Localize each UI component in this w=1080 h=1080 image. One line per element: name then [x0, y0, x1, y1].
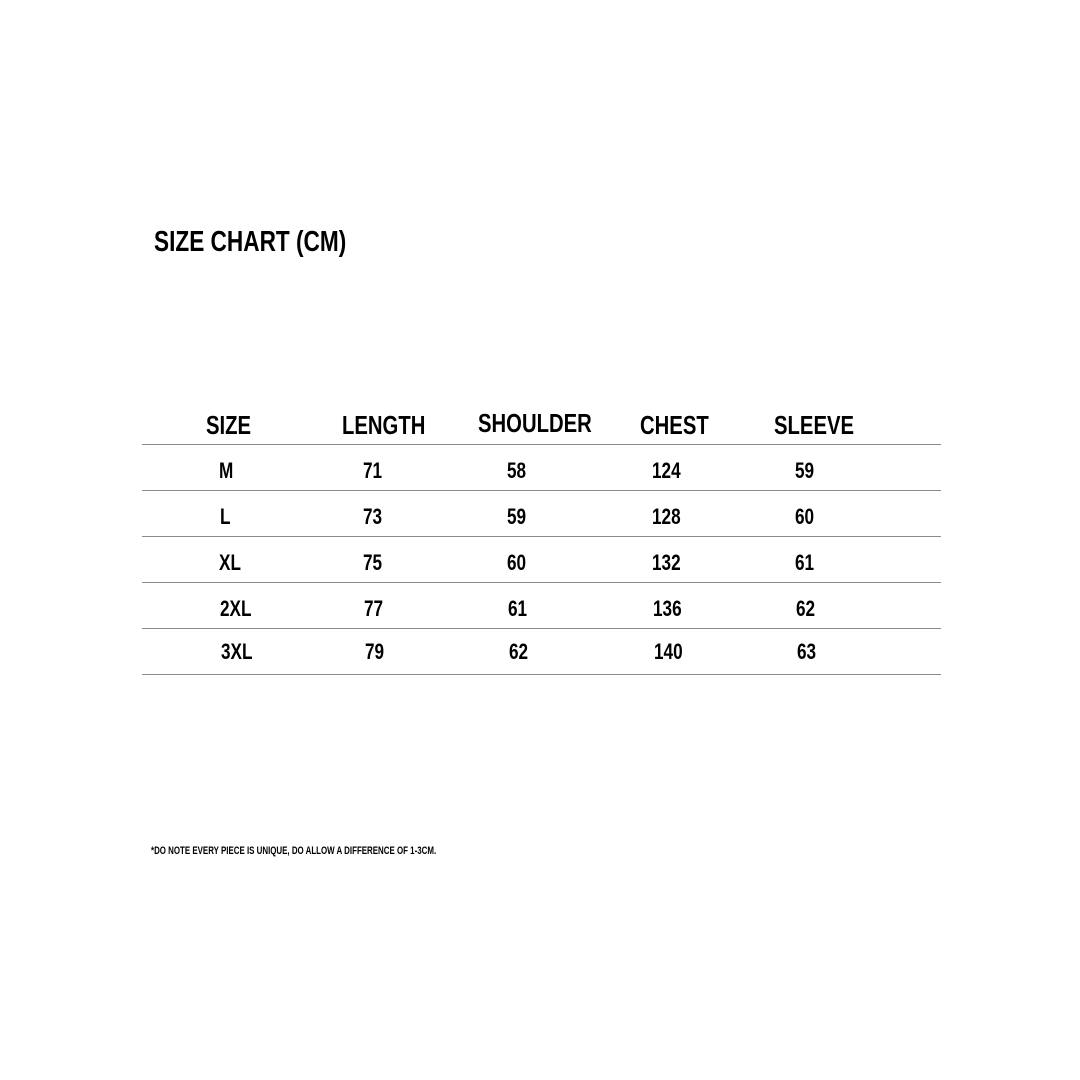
column-header-length: LENGTH	[342, 410, 426, 440]
cell-size: M	[219, 458, 234, 483]
table-row	[142, 537, 941, 583]
table-row	[142, 629, 941, 675]
cell-sleeve: 62	[796, 596, 816, 621]
cell-size: L	[220, 504, 231, 529]
column-header-chest: CHEST	[640, 410, 709, 440]
cell-length: 73	[363, 504, 383, 529]
table-row	[142, 445, 941, 491]
cell-sleeve: 61	[795, 550, 815, 575]
column-header-sleeve: SLEEVE	[774, 410, 855, 440]
cell-chest: 128	[652, 504, 681, 529]
size-table	[142, 408, 941, 675]
cell-size: XL	[219, 550, 241, 575]
cell-chest: 124	[652, 458, 681, 483]
column-header-shoulder: SHOULDER	[478, 408, 592, 438]
table-header-row	[142, 408, 941, 445]
cell-size: 2XL	[220, 596, 252, 621]
cell-length: 75	[363, 550, 383, 575]
cell-shoulder: 59	[507, 504, 527, 529]
cell-shoulder: 62	[509, 639, 529, 664]
size-chart-title: SIZE CHART (CM)	[154, 226, 347, 258]
cell-chest: 140	[654, 639, 683, 664]
cell-chest: 136	[653, 596, 682, 621]
cell-length: 79	[365, 639, 385, 664]
size-difference-note: *DO NOTE EVERY PIECE IS UNIQUE, DO ALLOW A DIFFERENCE OF 1-3CM.	[151, 845, 437, 857]
cell-sleeve: 63	[797, 639, 817, 664]
cell-size: 3XL	[221, 639, 253, 664]
cell-chest: 132	[652, 550, 681, 575]
cell-sleeve: 60	[795, 504, 815, 529]
cell-shoulder: 58	[507, 458, 527, 483]
cell-length: 77	[364, 596, 384, 621]
cell-length: 71	[363, 458, 383, 483]
cell-shoulder: 61	[508, 596, 528, 621]
table-row	[142, 583, 941, 629]
column-header-size: SIZE	[206, 410, 252, 440]
cell-shoulder: 60	[507, 550, 527, 575]
table-row	[142, 491, 941, 537]
cell-sleeve: 59	[795, 458, 815, 483]
